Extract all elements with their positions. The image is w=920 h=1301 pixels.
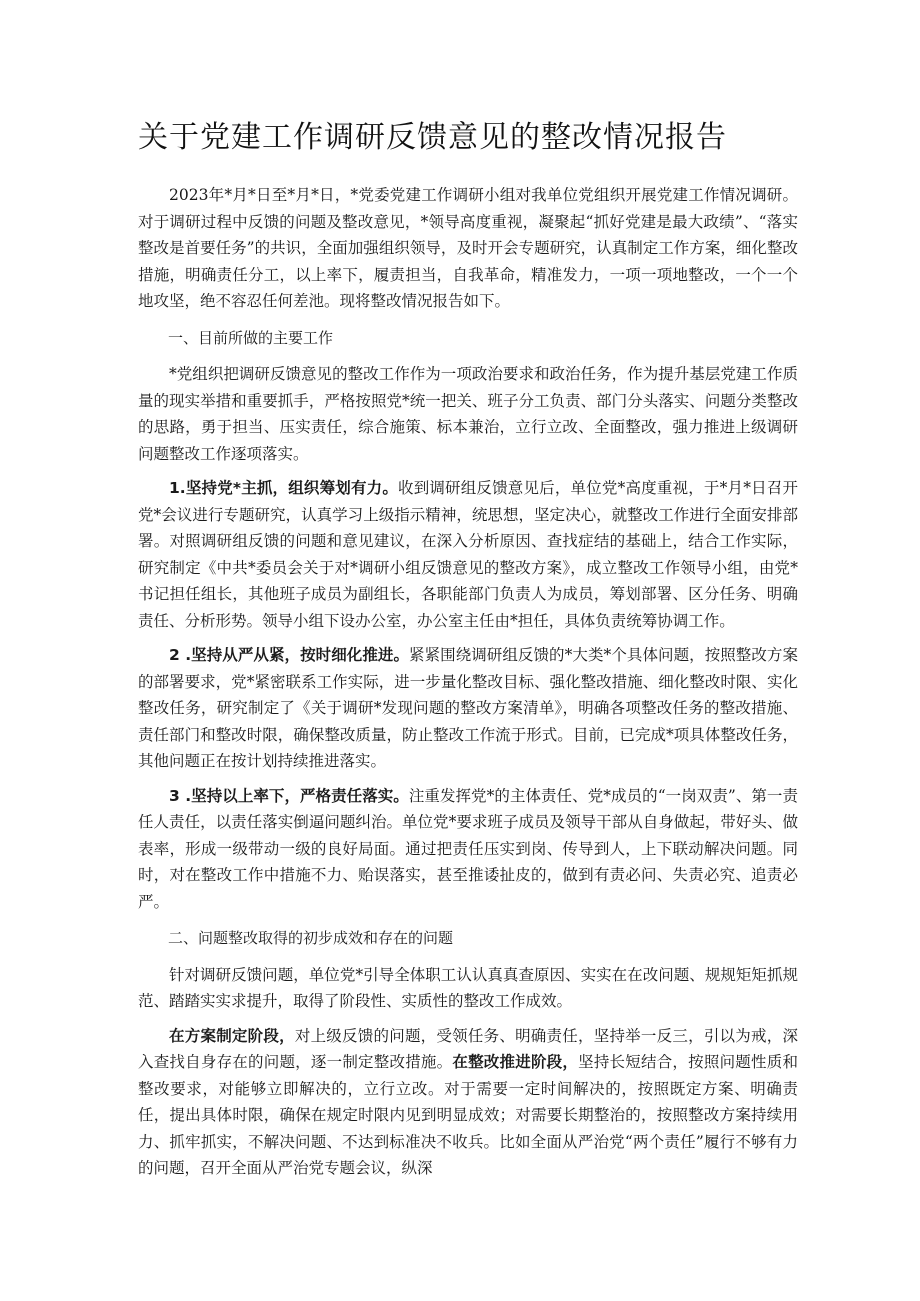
- item-3-text: 注重发挥党*的主体责任、党*成员的“一岗双责”、第一责任人责任，以责任落实倒逼问题纠治。单位党*要求班子成员及领导干部从自身做起，带好头、做表率，形成一级带动一级的良好局面。通过把责任压实到岗、传导到人，上下联动解决问题。同时，对在整改工作中措施不力、贻误落实，甚至推诿扯皮的，做到有责必问、失责必究、追责必严。: [138, 786, 798, 911]
- item-2-text: 紧紧围绕调研组反馈的*大类*个具体问题，按照整改方案的部署要求，党*紧密联系工作实际，进一步量化整改目标、强化整改措施、细化整改时限、实化整改任务，研究制定了《关于调研*发现问题的整改方案清单》，明确各项整改任务的整改措施、责任部门和整改时限，确保整改质量，防止整改工作流于形式。目前，已完成*项具体整改任务，其他问题正在按计划持续推进落实。: [138, 646, 798, 770]
- section-1-heading: 一、目前所做的主要工作: [168, 328, 334, 347]
- item-1-lead: 1.坚持党*主抓，组织筹划有力。: [169, 479, 399, 497]
- stage-1-text: 对上级反馈的问题，受领任务、明确责任，坚持举一反三，引以为戒，深入查找自身存在的问题，逐一制定整改措施。: [138, 1026, 798, 1071]
- section-2-intro-paragraph: 针对调研反馈问题，单位党*引导全体职工认认真真查原因、实实在在改问题、规规矩矩抓规范、踏踏实实求提升，取得了阶段性、实质性的整改工作成效。: [138, 965, 798, 1010]
- document-page: [138, 118, 798, 1190]
- stage-2-lead: 在整改推进阶段，: [452, 1053, 579, 1071]
- section-1-intro-paragraph: *党组织把调研反馈意见的整改工作作为一项政治要求和政治任务，作为提升基层党建工作质量的现实举措和重要抓手，严格按照党*统一把关、班子分工负责、部门分头落实、问题分类整改的思路，勇于担当、压实责任，综合施策、标本兼治，立行立改、全面整改，强力推进上级调研问题整改工作逐项落实。: [138, 365, 798, 463]
- item-1-text: 收到调研组反馈意见后，单位党*高度重视，于*月*日召开党*会议进行专题研究，认真学习上级指示精神，统思想，坚定决心，就整改工作进行全面安排部署。对照调研组反馈的问题和意见建议，在深入分析原因、查找症结的基础上，结合工作实际，研究制定《中共*委员会关于对*调研小组反馈意见的整改方案》，成立整改工作领导小组，由党*书记担任组长，其他班子成员为副组长，各职能部门负责人为成员，筹划部署、区分任务、明确责任、分析形势。领导小组下设办公室，办公室主任由*担任，具体负责统筹协调工作。: [138, 479, 798, 630]
- stage-1-lead: 在方案制定阶段，: [169, 1026, 295, 1045]
- stage-2-text: 坚持长短结合，按照问题性质和整改要求，对能够立即解决的，立行立改。对于需要一定时间解决的，按照既定方案、明确责任，提出具体时限，确保在规定时限内见到明显成效；对需要长期整治的，按照整改方案持续用力、抓牢抓实，不解决问题、不达到标准决不收兵。比如全面从严治党“两个责任”履行不够有力的问题，召开全面从严治党专题会议，纵深: [138, 1053, 798, 1177]
- intro-paragraph: 2023年*月*日至*月*日，*党委党建工作调研小组对我单位党组织开展党建工作情况调研。对于调研过程中反馈的问题及整改意见，*领导高度重视，凝聚起“抓好党建是最大政绩”、“落实整改是首要任务”的共识，全面加强组织领导，及时开会专题研究，认真制定工作方案，细化整改措施，明确责任分工，以上率下，履责担当，自我革命，精准发力，一项一项地整改，一个一个地攻坚，绝不容忍任何差池。现将整改情况报告如下。: [138, 186, 798, 310]
- item-2-paragraph: [138, 642, 798, 775]
- section-2-heading: 二、问题整改取得的初步成效和存在的问题: [168, 929, 454, 947]
- item-1-paragraph: [138, 475, 798, 634]
- document-title: 关于党建工作调研反馈意见的整改情况报告: [138, 120, 727, 155]
- item-3-paragraph: [138, 783, 798, 916]
- item-3-lead: 3 .坚持以上率下，严格责任落实。: [169, 786, 409, 805]
- stages-paragraph: [138, 1023, 798, 1182]
- item-2-lead: 2 .坚持从严从紧，按时细化推进。: [169, 646, 410, 664]
